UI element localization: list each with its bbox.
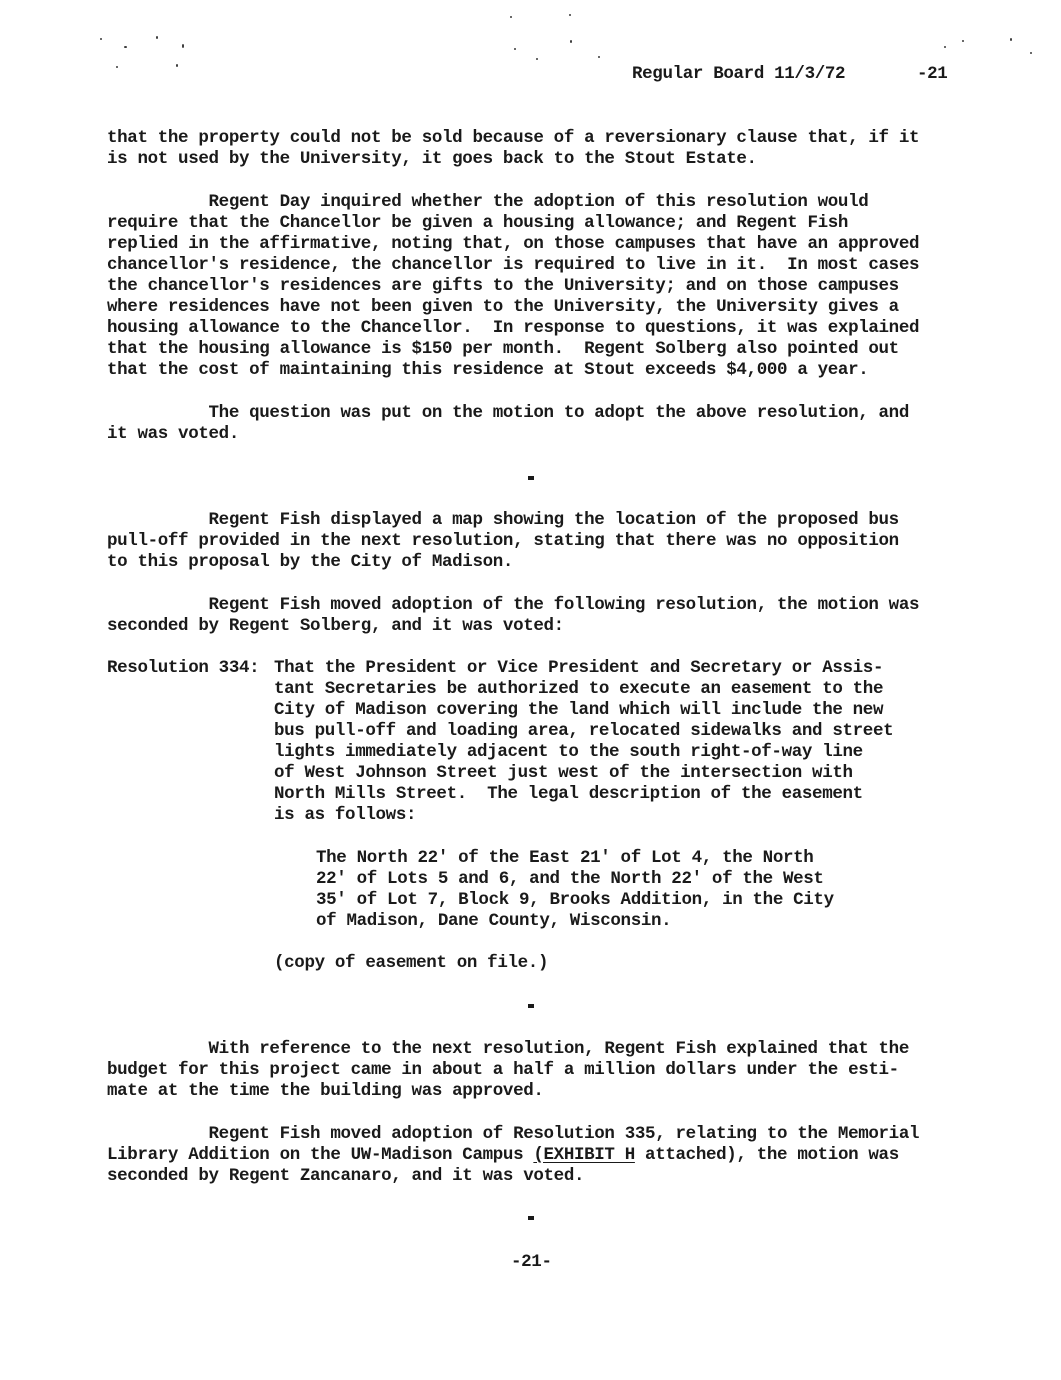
text-line: the chancellor's residences are gifts to the University; and on those campuses <box>107 276 899 296</box>
text-line: That the President or Vice President and Secretary or Assis- <box>274 658 884 678</box>
text-line: Regent Fish displayed a map showing the location of the proposed bus <box>107 510 899 530</box>
text-line: Regent Day inquired whether the adoption of this resolution would <box>107 192 869 212</box>
text-line: seconded by Regent Solberg, and it was voted: <box>107 616 564 636</box>
text-line: replied in the affirmative, noting that, on those campuses that have an approved <box>107 234 920 254</box>
text-line: mate at the time the building was approved. <box>107 1081 544 1101</box>
text-line: 22' of Lots 5 and 6, and the North 22' of the West <box>316 869 824 889</box>
text-line: of West Johnson Street just west of the intersection with <box>274 763 853 783</box>
page-footer-number: -21- <box>511 1252 552 1272</box>
text-line: it was voted. <box>107 424 239 444</box>
resolution-label: Resolution 334: <box>107 658 260 678</box>
page-header-title: Regular Board 11/3/72 <box>632 64 846 84</box>
scan-speck <box>116 66 118 68</box>
text-segment: Library Addition on the UW-Madison Campus <box>107 1145 534 1165</box>
text-line: North Mills Street. The legal description of the easement <box>274 784 863 804</box>
text-line: that the cost of maintaining this residence at Stout exceeds $4,000 a year. <box>107 360 869 380</box>
text-line: is as follows: <box>274 805 417 825</box>
scan-speck <box>156 36 158 39</box>
text-line: is not used by the University, it goes back to the Stout Estate. <box>107 149 757 169</box>
scan-speck <box>100 38 102 40</box>
scan-speck <box>1010 38 1012 41</box>
text-line: require that the Chancellor be given a housing allowance; and Regent Fish <box>107 213 849 233</box>
text-line: tant Secretaries be authorized to execute an easement to the <box>274 679 884 699</box>
text-line: where residences have not been given to the University, the University gives a <box>107 297 899 317</box>
text-line: housing allowance to the Chancellor. In response to questions, it was explained <box>107 318 920 338</box>
text-line: City of Madison covering the land which will include the new <box>274 700 884 720</box>
text-line: seconded by Regent Zancanaro, and it was voted. <box>107 1166 585 1186</box>
text-line: that the housing allowance is $150 per month. Regent Solberg also pointed out <box>107 339 899 359</box>
text-line: Regent Fish moved adoption of Resolution 335, relating to the Memorial <box>107 1124 920 1144</box>
text-line: lights immediately adjacent to the south right-of-way line <box>274 742 863 762</box>
text-line: budget for this project came in about a half a million dollars under the esti- <box>107 1060 899 1080</box>
scan-speck <box>944 46 946 48</box>
scan-speck <box>536 58 538 60</box>
scan-speck <box>514 48 516 50</box>
text-line: pull-off provided in the next resolution, stating that there was no opposition <box>107 531 899 551</box>
scan-speck <box>1030 52 1032 54</box>
scan-speck <box>510 16 512 18</box>
scan-speck <box>182 44 184 48</box>
page-header-number: -21 <box>917 64 948 84</box>
easement-note: (copy of easement on file.) <box>274 953 549 973</box>
scan-speck <box>962 40 964 42</box>
text-segment: attached), the motion was <box>634 1145 899 1165</box>
text-line: to this proposal by the City of Madison. <box>107 552 514 572</box>
exhibit-h-reference: (EXHIBIT H <box>533 1145 635 1165</box>
scan-speck <box>569 14 571 16</box>
section-separator <box>528 476 534 480</box>
section-separator <box>528 1004 534 1008</box>
section-separator <box>528 1216 534 1220</box>
text-line: 35' of Lot 7, Block 9, Brooks Addition, in the City <box>316 890 834 910</box>
text-line: of Madison, Dane County, Wisconsin. <box>316 911 672 931</box>
text-line: The North 22' of the East 21' of Lot 4, the North <box>316 848 814 868</box>
text-line: bus pull-off and loading area, relocated sidewalks and street <box>274 721 894 741</box>
text-line <box>107 1145 899 1166</box>
text-line: Regent Fish moved adoption of the following resolution, the motion was <box>107 595 920 615</box>
scan-speck <box>570 40 572 43</box>
text-line: The question was put on the motion to adopt the above resolution, and <box>107 403 909 423</box>
text-line: With reference to the next resolution, Regent Fish explained that the <box>107 1039 909 1059</box>
text-line: that the property could not be sold because of a reversionary clause that, if it <box>107 128 920 148</box>
text-line: chancellor's residence, the chancellor is required to live in it. In most cases <box>107 255 920 275</box>
scan-speck <box>124 46 127 48</box>
scan-speck <box>598 56 600 58</box>
scan-speck <box>176 64 178 67</box>
